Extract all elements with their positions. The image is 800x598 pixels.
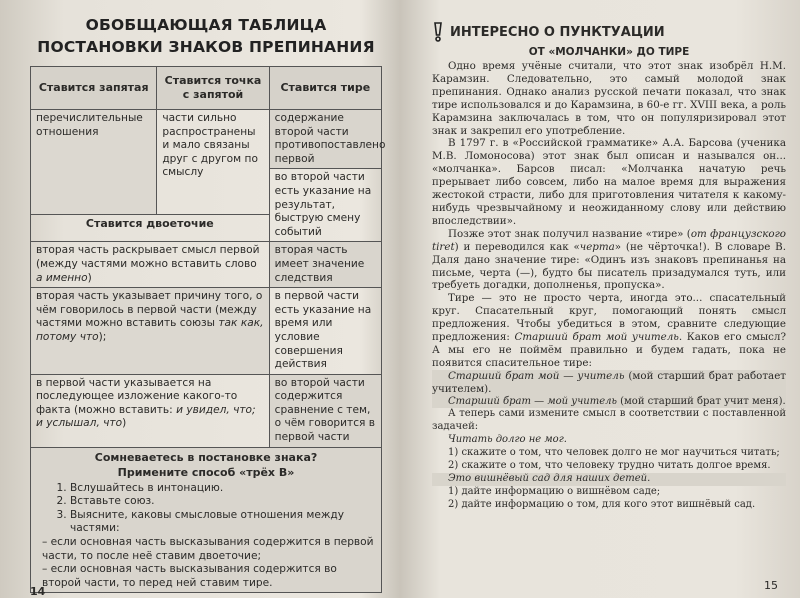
paragraph-2: В 1797 г. в «Российской грамматике» А.А. Барсова (ученика М.В. Ломоносова) этот знак был описан и назывался он... «молчанка». Барсов писал: «Молчанка начатую речь прерывает либо совсем, либо на малое время для выражения жестокой страсти, либо для приготовления читателя к какому-нибудь чрезвычайному и неожиданному слову или действию впоследствии». xyxy=(432,137,786,227)
list-item: 2) дайте информацию о том, для кого этот вишнёвый сад. xyxy=(448,498,756,510)
right-page xyxy=(402,0,800,598)
table-header-row xyxy=(31,67,382,110)
list-item: 3. Выясните, каковы смысловые отношения между частями: xyxy=(70,509,376,536)
example-2: Старший брат — мой учитель (мой старший брат учит меня). xyxy=(432,396,786,409)
page-title xyxy=(30,14,382,58)
semicolon-cell: части сильно распространены и мало связаны друг с другом по смыслу xyxy=(157,110,269,215)
dash-cell-3: вторая часть имеет значение следствия xyxy=(269,242,381,288)
list-item: 2) скажите о том, что человеку трудно читать долгое время. xyxy=(448,460,771,472)
example-1: Старший брат мой — учитель (мой старший брат работает учителем). xyxy=(432,369,786,395)
header-dash: Ставится тире xyxy=(269,67,381,110)
dash-cell-4: в первой части есть указание на время или условие совершения действия xyxy=(269,288,381,375)
table-row xyxy=(31,374,382,447)
comma-cell: перечислительные отношения xyxy=(31,110,157,215)
list-item: 1) дайте информацию о вишнёвом саде; xyxy=(448,485,661,497)
tip-subtitle: Примените способ «трёх В» xyxy=(117,465,295,479)
punctuation-summary-table xyxy=(30,66,386,593)
three-v-tip xyxy=(31,447,382,593)
page-number-right: 15 xyxy=(764,579,778,592)
table-row xyxy=(31,447,382,593)
page-number-left: 14 xyxy=(30,585,46,598)
list-item: 1) скажите о том, что человек долго не мог научиться читать; xyxy=(448,447,780,459)
condition-1: – если основная часть высказывания содержится в первой части, то после неё ставим двоеточие; xyxy=(42,536,374,562)
list-item: 1. Вслушайтесь в интонацию. xyxy=(70,482,376,496)
article-title: ОТ «МОЛЧАНКИ» ДО ТИРЕ xyxy=(528,46,690,58)
section-title: ИНТЕРЕСНО О ПУНКТУАЦИИ xyxy=(450,24,665,40)
table-row xyxy=(31,110,382,169)
dash-cell-1: содержание второй части противопоставлено первой xyxy=(269,110,381,169)
list-item: 2. Вставьте союз. xyxy=(70,495,376,509)
dash-cell-5: во второй части содержится сравнение с тем, о чём говорится в первой части xyxy=(269,374,381,447)
table-row xyxy=(31,288,382,375)
task-1: Читать долго не мог. xyxy=(448,434,567,446)
task-intro: А теперь сами измените смысл в соответствии с поставленной задачей: xyxy=(432,408,786,433)
colon-row-3: в первой части указывается на последующее изложение какого-то факта (можно вставить: и увидел, что; и услышал, что) xyxy=(31,374,270,447)
title-line-1: ОБОБЩАЮЩАЯ ТАБЛИЦА xyxy=(85,16,327,34)
exclamation-icon xyxy=(432,22,444,42)
title-line-2: ПОСТАНОВКИ ЗНАКОВ ПРЕПИНАНИЯ xyxy=(37,38,375,56)
dash-cell-2: во второй части есть указание на результат, быструю смену событий xyxy=(269,169,381,242)
colon-row-1: вторая часть раскрывает смысл первой (между частями можно вставить слово а именно) xyxy=(31,242,270,288)
paragraph-1: Одно время учёные считали, что этот знак изобрёл Н.М. Карамзин. Следовательно, это самый молодой знак препинания. Однако анализ русской печати показал, что знак тире использовался и до Карамзина, в 60-е гг. XVIII века, а роль Карамзина заключалась в том, что он популяризировал этот знак и закрепил его употребление. xyxy=(432,60,786,137)
colon-header: Ставится двоеточие xyxy=(31,215,270,242)
condition-2: – если основная часть высказывания содержится во второй части, то перед ней ставим тире. xyxy=(42,563,337,589)
header-comma: Ставится запятая xyxy=(31,67,157,110)
article-body xyxy=(432,60,786,512)
steps-list xyxy=(36,482,376,536)
task-2: Это вишнёвый сад для наших детей. xyxy=(432,473,786,486)
section-heading xyxy=(432,22,786,42)
paragraph-3: Позже этот знак получил название «тире» (от французского tiret) и переводился как «черта» (не чёрточка!). В словаре В. Даля дано значение тире: «Одинъ изъ знаковъ препинанья на письме, черта (—), будто бы писатель призадумался туть, или требуеть догадки, дополненья, пропуска». xyxy=(432,227,786,292)
paragraph-4: Тире — это не просто черта, иногда это... спасательный круг. Спасательный круг, помогающий понять смысл предложения. Чтобы убедиться в этом, сравните следующие предложения: Старший брат мой учитель. Каков его смысл? А мы его не поймём правильно и будем гадать, пока не появится спасительное тире: xyxy=(432,292,786,369)
header-semicolon: Ставится точка с запятой xyxy=(157,67,269,110)
colon-row-2: вторая часть указывает причину того, о чём говорилось в первой части (между частями можно вставить союзы так как, потому что); xyxy=(31,288,270,375)
table-row xyxy=(31,242,382,288)
tip-title: Сомневаетесь в постановке знака? xyxy=(94,450,318,464)
